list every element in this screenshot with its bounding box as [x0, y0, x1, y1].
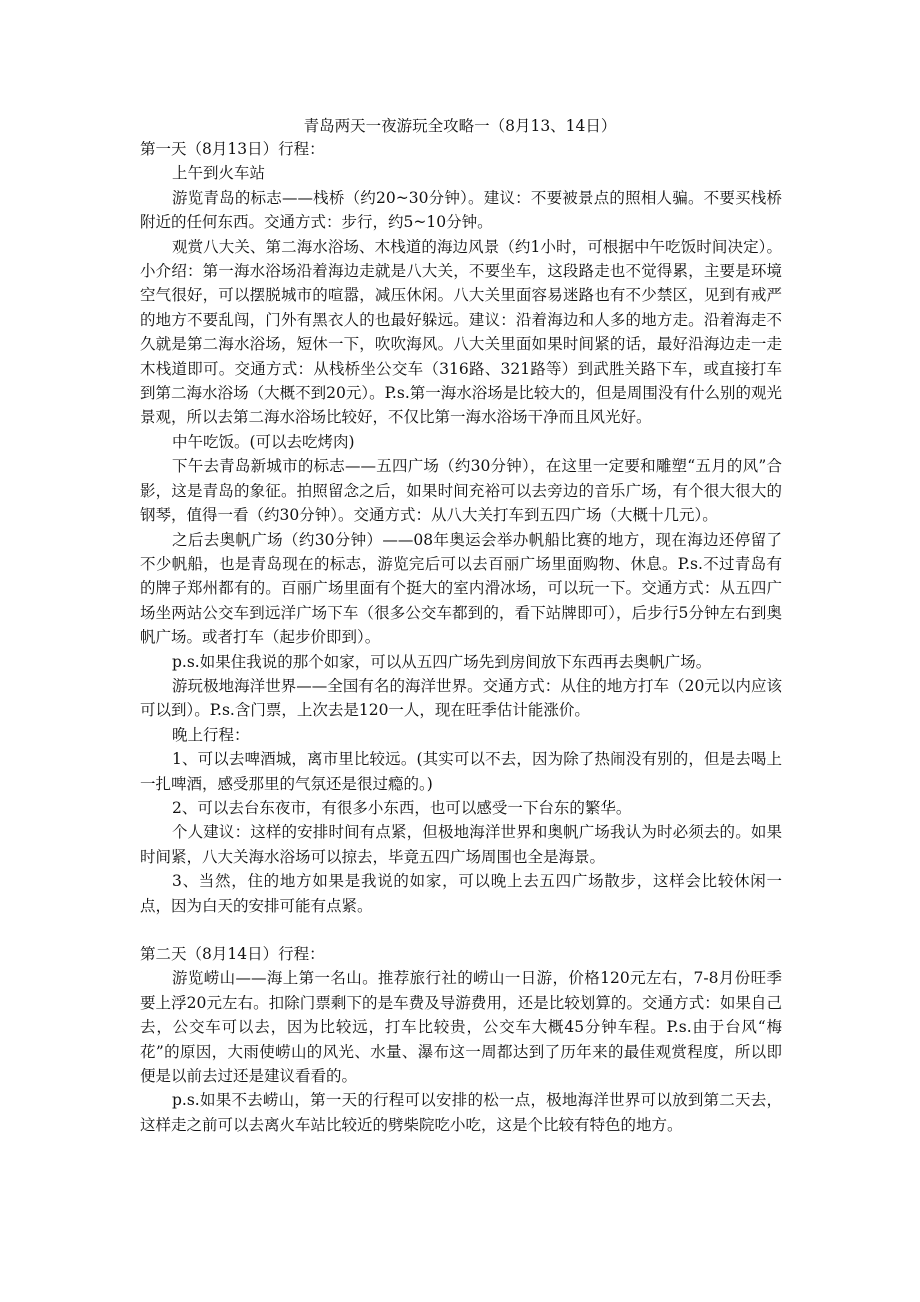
day1-paragraph: 游玩极地海洋世界——全国有名的海洋世界。交通方式：从住的地方打车（20元以内应该可以到）。P.s.含门票，上次去是120一人，现在旺季估计能涨价。	[140, 676, 782, 720]
day1-paragraph: 个人建议：这样的安排时间有点紧，但极地海洋世界和奥帆广场我认为时必须去的。如果时间紧，八大关海水浴场可以掠去，毕竟五四广场周围也全是海景。	[140, 823, 782, 866]
day1-paragraph: 晚上行程：	[172, 725, 250, 744]
day2-paragraph: p.s.如果不去崂山，第一天的行程可以安排的松一点，极地海洋世界可以放到第二天去，这样走之前可以去离火车站比较近的劈柴院吃小吃，这是个比较有特色的地方。	[140, 1091, 782, 1134]
day1-paragraph: 上午到火车站	[172, 164, 266, 183]
day1-paragraph: 3、当然，住的地方如果是我说的如家，可以晚上去五四广场散步，这样会比较休闲一点，因为白天的安排可能有点紧。	[140, 872, 782, 915]
day1-paragraph: 1、可以去啤酒城，离市里比较远。(其实可以不去，因为除了热闹没有别的，但是去喝上一扎啤酒，感受那里的气氛还是很过瘾的。)	[140, 750, 782, 793]
day1-paragraph: 2、可以去台东夜市，有很多小东西，也可以感受一下台东的繁华。	[172, 798, 632, 817]
day2-paragraph: 游览崂山——海上第一名山。推荐旅行社的崂山一日游，价格120元左右，7-8月份旺季要上浮20元左右。扣除门票剩下的是车费及导游费用，还是比较划算的。交通方式：如果自己去，公交车可以去，因为比较远，打车比较贵，公交车大概45分钟车程。P.s.由于台风“梅花”的原因，大雨使崂山的风光、水量、瀑布这一周都达到了历年来的最佳观赏程度，所以即便是以前去过还是建议看看的。	[140, 969, 782, 1086]
day1-paragraph: 观赏八大关、第二海水浴场、木栈道的海边风景（约1小时，可根据中午吃饭时间决定）。小介绍：第一海水浴场沿着海边走就是八大关，不要坐车，这段路走也不觉得累，主要是环境空气很好，可以摆脱城市的喧嚣，减压休闲。八大关里面容易迷路也有不少禁区，见到有戒严的地方不要乱闯，门外有黑衣人的也最好躲远。建议：沿着海边和人多的地方走。沿着海走不久就是第二海水浴场，短休一下，吹吹海风。八大关里面如果时间紧的话，最好沿海边走一走木栈道即可。交通方式：从栈桥坐公交车（316路、321路等）到武胜关路下车，或直接打车到第二海水浴场（大概不到20元）。P.s.第一海水浴场是比较大的，但是周围没有什么别的观光景观，所以去第二海水浴场比较好，不仅比第一海水浴场干净而且风光好。	[140, 237, 782, 427]
document-title: 青岛两天一夜游玩全攻略一（8月13、14日）	[303, 117, 617, 135]
day1-paragraph: 中午吃饭。(可以去吃烤肉)	[172, 432, 355, 451]
day1-paragraph: p.s.如果住我说的那个如家，可以从五四广场先到房间放下东西再去奥帆广场。	[172, 652, 712, 671]
document-body	[140, 137, 782, 1137]
day1-paragraph: 之后去奥帆广场（约30分钟）——08年奥运会举办帆船比赛的地方，现在海边还停留了不少帆船，也是青岛现在的标志，游览完后可以去百丽广场里面购物、休息。P.s.不过青岛有的牌子郑州都有的。百丽广场里面有个挺大的室内滑冰场，可以玩一下。交通方式：从五四广场坐两站公交车到远洋广场下车（很多公交车都到的，看下站牌即可），后步行5分钟左右到奥帆广场。或者打车（起步价即到）。	[140, 530, 782, 647]
section-spacer	[140, 918, 782, 942]
day2-heading: 第二天（8月14日）行程：	[140, 945, 325, 963]
day1-paragraph: 下午去青岛新城市的标志——五四广场（约30分钟），在这里一定要和雕塑“五月的风”合影，这是青岛的象征。拍照留念之后，如果时间充裕可以去旁边的音乐广场，有个很大很大的钢琴，值得一看（约30分钟）。交通方式：从八大关打车到五四广场（大概十几元）。	[140, 457, 782, 525]
day1-paragraph: 游览青岛的标志——栈桥（约20~30分钟）。建议：不要被景点的照相人骗。不要买栈桥附近的任何东西。交通方式：步行，约5~10分钟。	[140, 188, 782, 232]
day1-heading: 第一天（8月13日）行程：	[140, 140, 325, 158]
